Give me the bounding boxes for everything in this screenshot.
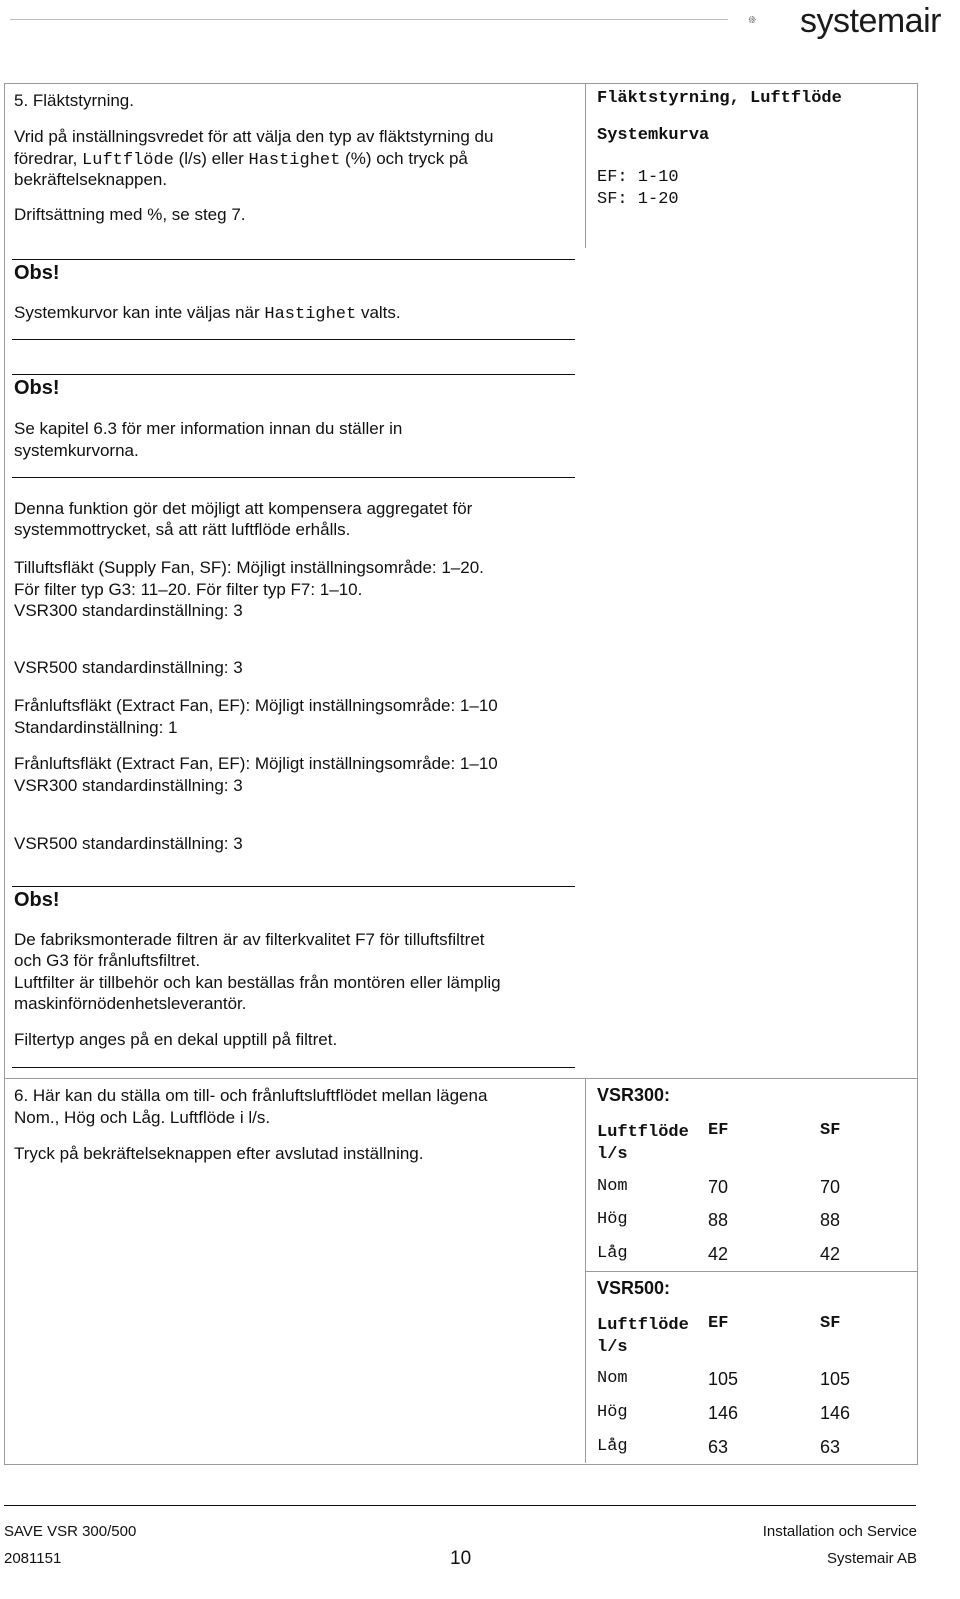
step5-heading: 5. Fläktstyrning. <box>14 91 134 110</box>
note3-line2: och G3 för frånluftsfiltret. <box>14 951 201 970</box>
display-line2: Systemkurva <box>597 126 710 145</box>
vsr300-col-sf: SF <box>820 1121 841 1140</box>
body-p4-line2: Standardinställning: 1 <box>14 718 178 737</box>
body-p5-line2: VSR300 standardinställning: 3 <box>14 776 243 795</box>
footer-product: SAVE VSR 300/500 <box>4 1523 137 1540</box>
body-p2-line2: För filter typ G3: 11–20. För filter typ F7: 1–10. <box>14 580 363 599</box>
vsr300-row-ef: 88 <box>708 1210 729 1230</box>
note2-title: Obs! <box>14 377 60 399</box>
vsr300-row-ef: 42 <box>708 1244 729 1264</box>
note3-rule-top <box>12 886 575 887</box>
note2-rule-bottom <box>12 477 575 478</box>
footer-page-number: 10 <box>450 1548 472 1569</box>
display-line4: SF: 1-20 <box>597 190 679 209</box>
note1-rule-top <box>12 259 575 260</box>
note3-line5: Filtertyp anges på en dekal upptill på filtret. <box>14 1030 338 1049</box>
vsr500-row-sf: 63 <box>820 1437 841 1457</box>
body-p5-line1: Frånluftsfläkt (Extract Fan, EF): Möjligt inställningsområde: 1–10 <box>14 754 498 773</box>
vsr500-row-ef: 105 <box>708 1369 739 1389</box>
note2-line2: systemkurvorna. <box>14 441 139 460</box>
vsr500-row-ef: 146 <box>708 1403 739 1423</box>
vsr300-col-label-2: l/s <box>597 1145 628 1164</box>
footer-section: Installation och Service <box>762 1523 917 1540</box>
step6-line1: 6. Här kan du ställa om till- och frånluftsluftflödet mellan lägena <box>14 1086 488 1105</box>
body-p2-line3: VSR300 standardinställning: 3 <box>14 601 243 620</box>
footer-company: Systemair AB <box>826 1550 917 1567</box>
step5-p1-line3: bekräftelseknappen. <box>14 170 168 189</box>
note3-line4: maskinförnödenhetsleverantör. <box>14 994 247 1013</box>
vsr500-row-sf: 146 <box>820 1403 851 1423</box>
footer-docnum: 2081151 <box>4 1550 62 1567</box>
body-p1-line1: Denna funktion gör det möjligt att kompensera aggregatet för <box>14 499 473 518</box>
note2-rule-top <box>12 374 575 375</box>
vsr-divider <box>585 1271 917 1272</box>
vsr300-col-label-1: Luftflöde <box>597 1123 689 1142</box>
note3-title: Obs! <box>14 889 60 911</box>
step5-p1-line1: Vrid på inställningsvredet för att välja den typ av fläktstyrning du <box>14 127 494 146</box>
vsr500-row-ef: 63 <box>708 1437 729 1457</box>
footer-rule <box>4 1505 916 1506</box>
note1-rule-bottom <box>12 339 575 340</box>
display-line1: Fläktstyrning, Luftflöde <box>597 89 842 108</box>
vsr300-heading: VSR300: <box>597 1085 671 1105</box>
brand-name: systemair <box>800 2 941 40</box>
vsr300-row-sf: 42 <box>820 1244 841 1264</box>
note3-line3: Luftfilter är tillbehör och kan beställas från montören eller lämplig <box>14 973 501 992</box>
vsr300-col-ef: EF <box>708 1121 729 1140</box>
body-p2-line1: Tilluftsfläkt (Supply Fan, SF): Möjligt inställningsområde: 1–20. <box>14 558 484 577</box>
vsr500-row-mode: Nom <box>597 1369 628 1388</box>
body-p6: VSR500 standardinställning: 3 <box>14 834 243 853</box>
row-divider <box>4 1078 917 1079</box>
body-p4-line1: Frånluftsfläkt (Extract Fan, EF): Möjligt inställningsområde: 1–10 <box>14 696 498 715</box>
vsr300-row-mode: Hög <box>597 1210 628 1229</box>
systemair-logo-icon <box>748 0 788 40</box>
body-p3: VSR500 standardinställning: 3 <box>14 658 243 677</box>
vsr300-row-mode: Låg <box>597 1244 628 1263</box>
display-line3: EF: 1-10 <box>597 168 679 187</box>
note2-line1: Se kapitel 6.3 för mer information innan du ställer in <box>14 419 403 438</box>
vsr300-row-sf: 88 <box>820 1210 841 1230</box>
note3-rule-bottom <box>12 1067 575 1068</box>
header-rule <box>10 19 728 20</box>
note1-text: Systemkurvor kan inte väljas när Hastighet valts. <box>14 303 401 324</box>
vsr500-col-label-1: Luftflöde <box>597 1316 689 1335</box>
vsr300-row-mode: Nom <box>597 1177 628 1196</box>
step5-p1-line2: föredrar, Luftflöde (l/s) eller Hastighet (%) och tryck på <box>14 149 468 170</box>
note1-title: Obs! <box>14 262 60 284</box>
vsr500-row-mode: Låg <box>597 1437 628 1456</box>
vsr300-row-sf: 70 <box>820 1177 841 1197</box>
note3-line1: De fabriksmonterade filtren är av filterkvalitet F7 för tilluftsfiltret <box>14 930 485 949</box>
vsr500-col-label-2: l/s <box>597 1338 628 1357</box>
vsr500-heading: VSR500: <box>597 1278 671 1298</box>
vsr500-row-mode: Hög <box>597 1403 628 1422</box>
vsr500-row-sf: 105 <box>820 1369 851 1389</box>
column-divider-top <box>585 83 586 248</box>
vsr300-row-ef: 70 <box>708 1177 729 1197</box>
vsr500-col-ef: EF <box>708 1314 729 1333</box>
vsr500-col-sf: SF <box>820 1314 841 1333</box>
body-p1-line2: systemmottrycket, så att rätt luftflöde erhålls. <box>14 520 351 539</box>
step6-line3: Tryck på bekräftelseknappen efter avslutad inställning. <box>14 1144 424 1163</box>
step6-line2: Nom., Hög och Låg. Luftflöde i l/s. <box>14 1108 271 1127</box>
step5-p2: Driftsättning med %, se steg 7. <box>14 205 246 224</box>
